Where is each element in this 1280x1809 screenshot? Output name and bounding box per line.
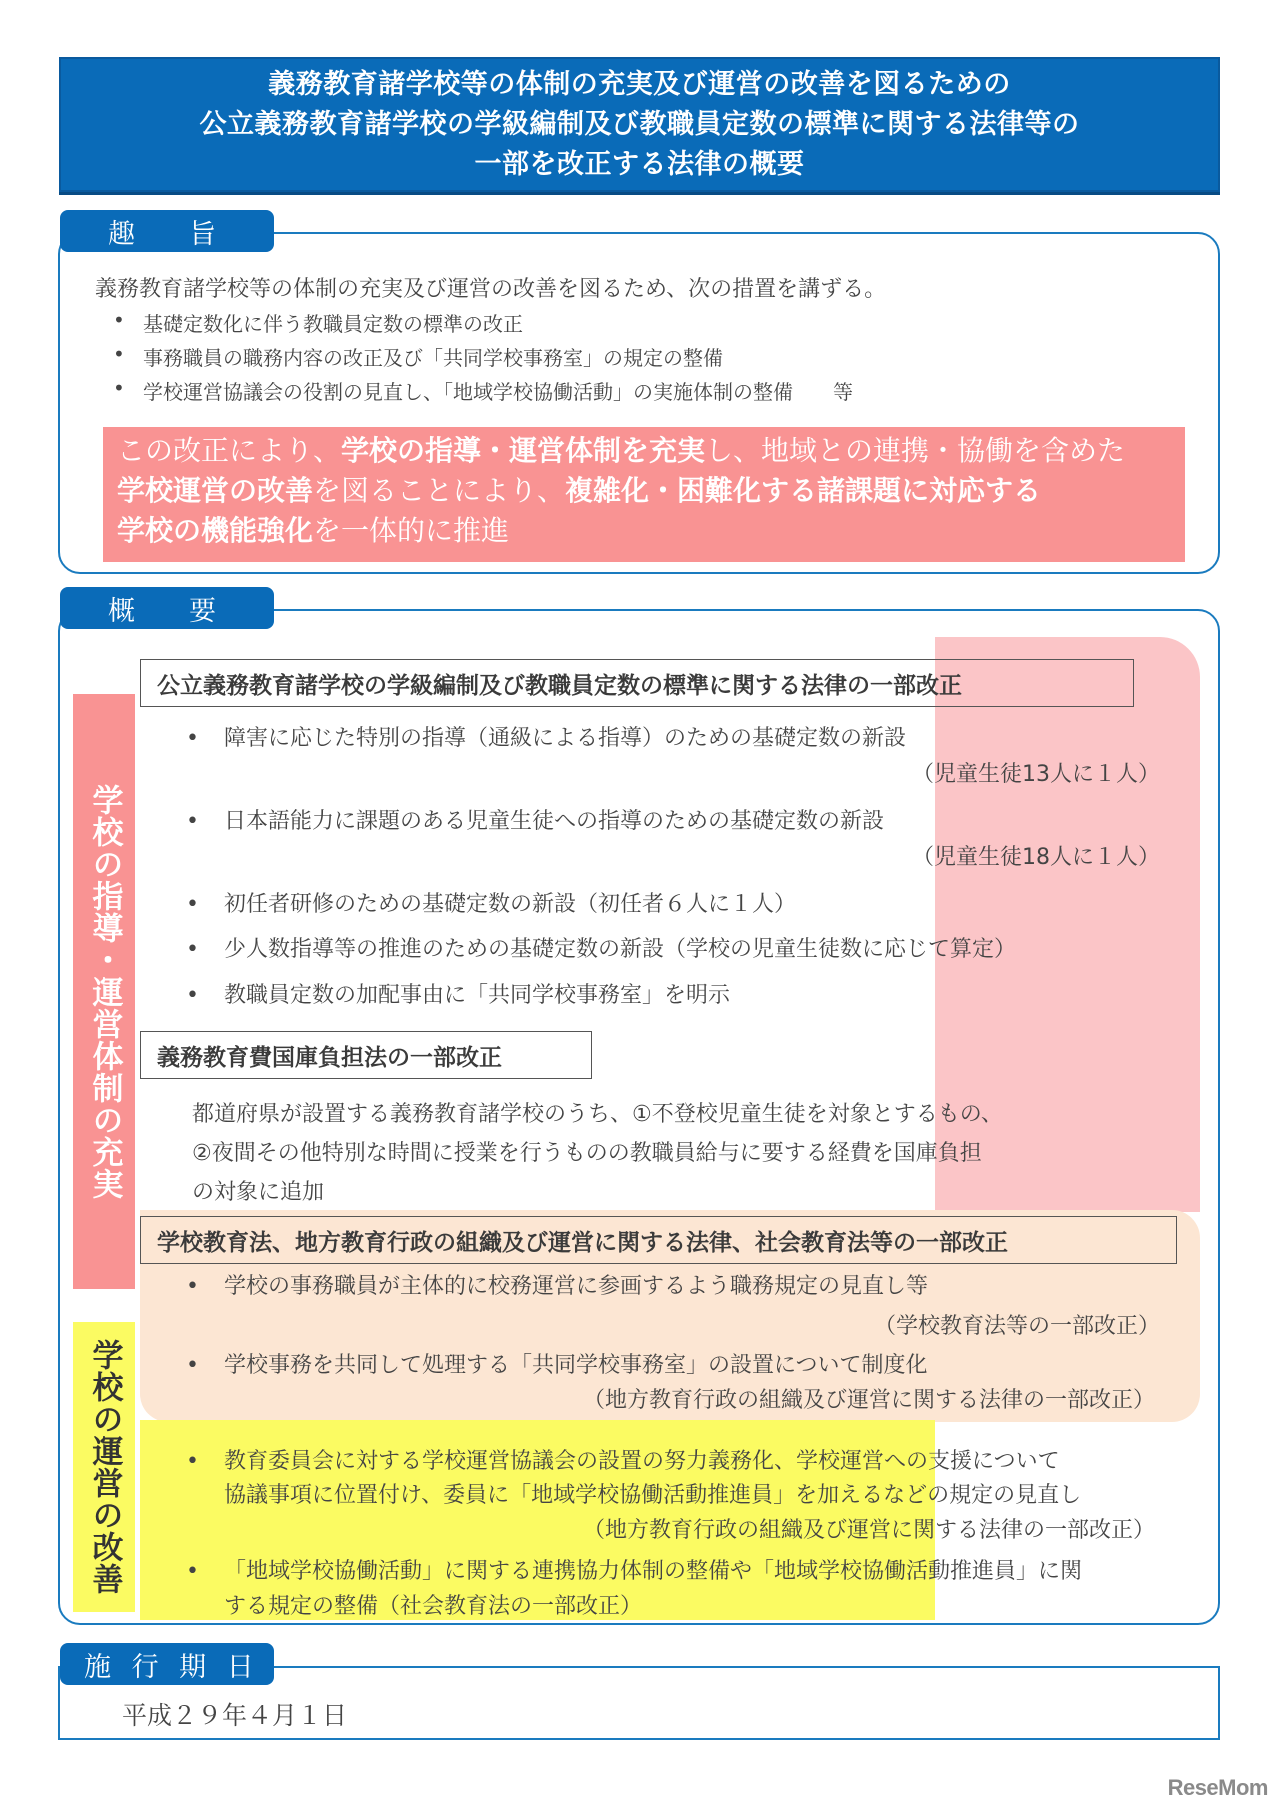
- effective-date-value: 平成２９年４月１日: [122, 1701, 348, 1730]
- law3-item: [186, 1348, 928, 1379]
- bullet-icon: •: [186, 937, 199, 962]
- purpose-tab-label: 趣 旨: [108, 218, 216, 250]
- law2-body-line: ②夜間その他特別な時間に授業を行うものの教職員給与に要する経費を国庫負担: [192, 1141, 982, 1166]
- purpose-bullet-text: 事務職員の職務内容の改正及び「共同学校事務室」の規定の整備: [143, 346, 723, 370]
- callout-emphasis: 学校の指導・運営体制を充実: [341, 434, 706, 467]
- callout-text: を図ることにより、: [313, 474, 566, 507]
- bullet-icon: •: [186, 1559, 199, 1584]
- law3-item-text: 学校の事務職員が主体的に校務運営に参画するよう職務規定の見直し等: [224, 1274, 929, 1299]
- law3-yellow-item: [186, 1444, 1060, 1475]
- resemom-watermark-logo: ReseMom: [1167, 1775, 1268, 1800]
- bullet-icon: •: [186, 892, 199, 917]
- bullet-icon: •: [186, 809, 199, 834]
- callout-text: この改正により、: [117, 434, 342, 467]
- law3-item-note: （学校教育法等の一部改正）: [873, 1314, 1160, 1339]
- law1-item-text: 教職員定数の加配事由に「共同学校事務室」を明示: [224, 983, 731, 1008]
- bullet-icon: •: [113, 342, 125, 366]
- law1-item-text: 障害に応じた特別の指導（通級による指導）のための基礎定数の新設: [224, 726, 907, 751]
- law1-item-note: （児童生徒13人に１人）: [912, 762, 1160, 787]
- overview-tab: [60, 587, 274, 629]
- title-line-1: 義務教育諸学校等の体制の充実及び運営の改善を図るための: [268, 68, 1011, 100]
- bullet-icon: •: [186, 1449, 199, 1474]
- law3-yellow-item-note: （地方教育行政の組織及び運営に関する法律の一部改正）: [582, 1518, 1155, 1543]
- law2-body-line: 都道府県が設置する義務教育諸学校のうち、①不登校児童生徒を対象とするもの、: [192, 1102, 1003, 1127]
- purpose-bullet-text: 学校運営協議会の役割の見直し、「地域学校協働活動」の実施体制の整備 等: [143, 380, 853, 404]
- law1-item: [186, 978, 730, 1009]
- purpose-tab: [60, 210, 274, 252]
- law1-item-note: （児童生徒18人に１人）: [912, 845, 1160, 870]
- law3-heading: [140, 1216, 1177, 1264]
- bullet-icon: •: [113, 308, 125, 332]
- effective-date-tab-label: 施 行 期 日: [84, 1651, 260, 1683]
- law1-item: [186, 804, 884, 835]
- callout-line-2: [117, 471, 1171, 511]
- side-label-text: 学校の運営の改善: [86, 1339, 123, 1595]
- summary-callout: [103, 427, 1185, 562]
- bullet-icon: •: [113, 376, 125, 400]
- law2-heading-text: 義務教育費国庫負担法の一部改正: [157, 1044, 502, 1071]
- callout-line-3: [117, 511, 1171, 551]
- law3-yellow-item-cont: 協議事項に位置付け、委員に「地域学校協働活動推進員」を加えるなどの規定の見直し: [224, 1483, 1082, 1508]
- title-line-3: 一部を改正する法律の概要: [474, 148, 805, 180]
- law3-yellow-item-text: 教育委員会に対する学校運営協議会の設置の努力義務化、学校運営への支援について: [224, 1449, 1060, 1474]
- side-label-text: 学校の指導・運営体制の充実: [86, 783, 123, 1200]
- law2-heading: [140, 1031, 592, 1079]
- side-label-structure-enhancement: [73, 694, 135, 1289]
- bullet-icon: •: [186, 983, 199, 1008]
- purpose-bullet: [113, 376, 853, 405]
- law3-item: [186, 1269, 928, 1300]
- effective-date-tab: [60, 1643, 274, 1685]
- law1-item-text: 初任者研修のための基礎定数の新設（初任者６人に１人）: [224, 892, 797, 917]
- law1-item-text: 少人数指導等の推進のための基礎定数の新設（学校の児童生徒数に応じて算定）: [224, 937, 1017, 962]
- callout-emphasis: 学校の機能強化: [117, 514, 314, 547]
- purpose-bullet-text: 基礎定数化に伴う教職員定数の標準の改正: [143, 312, 523, 336]
- law3-yellow-item-cont: する規定の整備（社会教育法の一部改正）: [224, 1594, 643, 1619]
- law3-item-note: （地方教育行政の組織及び運営に関する法律の一部改正）: [582, 1388, 1155, 1413]
- law3-item-text: 学校事務を共同して処理する「共同学校事務室」の設置について制度化: [224, 1353, 928, 1378]
- law1-heading: [140, 659, 1134, 707]
- purpose-bullet: [113, 342, 723, 371]
- side-label-management-improvement: [73, 1322, 135, 1612]
- callout-text: し、地域との連携・協働を含めた: [705, 434, 1126, 467]
- bullet-icon: •: [186, 726, 199, 751]
- bullet-icon: •: [186, 1274, 199, 1299]
- purpose-lead-text: 義務教育諸学校等の体制の充実及び運営の改善を図るため、次の措置を講ずる。: [95, 277, 887, 302]
- law3-yellow-item-text: 「地域学校協働活動」に関する連携協力体制の整備や「地域学校協働活動推進員」に関: [224, 1559, 1083, 1584]
- callout-emphasis: 複雑化・困難化する諸課題に対応する: [565, 474, 1042, 507]
- law1-item: [186, 721, 906, 752]
- law3-heading-text: 学校教育法、地方教育行政の組織及び運営に関する法律、社会教育法等の一部改正: [157, 1229, 1008, 1256]
- title-line-2: 公立義務教育諸学校の学級編制及び教職員定数の標準に関する法律等の: [199, 108, 1080, 140]
- law1-item: [186, 932, 1016, 963]
- bullet-icon: •: [186, 1353, 199, 1378]
- purpose-bullet: [113, 308, 523, 337]
- law1-item-text: 日本語能力に課題のある児童生徒への指導のための基礎定数の新設: [224, 809, 885, 834]
- overview-tab-label: 概 要: [108, 595, 216, 627]
- law3-yellow-item: [186, 1554, 1082, 1585]
- document-title-banner: [59, 57, 1220, 192]
- law1-item: [186, 887, 796, 918]
- callout-emphasis: 学校運営の改善: [117, 474, 314, 507]
- callout-text: を一体的に推進: [313, 514, 510, 547]
- law2-body-line: の対象に追加: [192, 1180, 325, 1205]
- law1-heading-text: 公立義務教育諸学校の学級編制及び教職員定数の標準に関する法律の一部改正: [157, 672, 962, 699]
- callout-line-1: [117, 431, 1171, 471]
